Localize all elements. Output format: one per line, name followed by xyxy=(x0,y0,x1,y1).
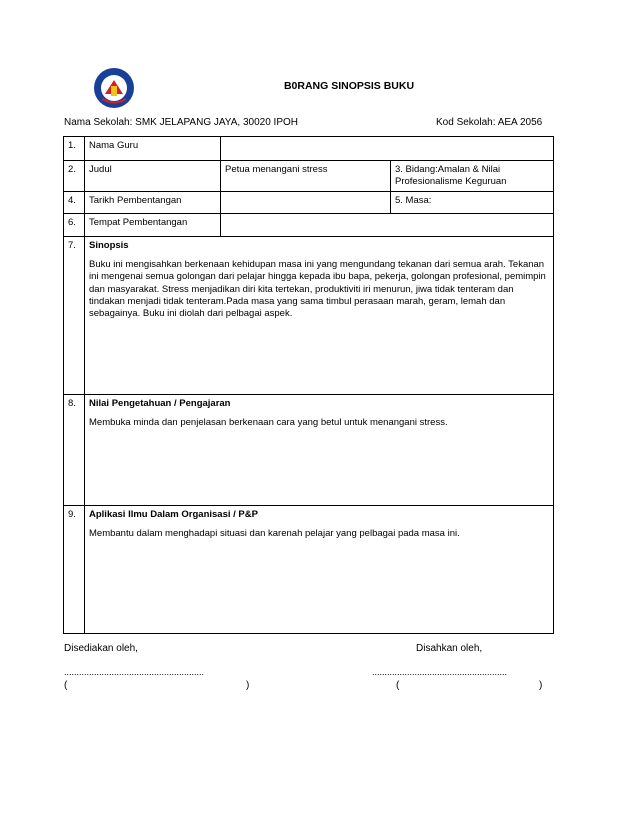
field-aplikasi[interactable] xyxy=(85,506,554,634)
approved-name-close-paren: ) xyxy=(539,680,543,691)
section-heading: Sinopsis xyxy=(89,240,129,251)
row-sinopsis xyxy=(64,237,554,395)
section-text: Buku ini mengisahkan berkenaan kehidupan masa ini yang mengundang tekanan dari semua arah. Tekanan ini mengenai semua golongan dari pelajar hingga kepada ibu bapa, pekerja, golongan profesional, pemimpin dan masyarakat. Stress menjadikan diri kita tertekan, produktiviti iri menurun, jiwa tidak tenteram dan tindakan menjadi tidak tenteram.Pada masa yang sama timbul perasaan marah, geram, lemah dan sebagainya. Buku ini diolah dari pelbagai aspek. xyxy=(89,259,546,320)
row-judul xyxy=(64,161,554,192)
row-tarikh xyxy=(64,192,554,214)
field-sinopsis[interactable] xyxy=(85,237,554,395)
approved-signature-line: ...................................................... xyxy=(372,667,508,677)
row-number: 8. xyxy=(64,395,85,506)
field-bidang[interactable]: 3. Bidang:Amalan & Nilai Profesionalisme Keguruan xyxy=(391,161,554,192)
prepared-name-open-paren: ( xyxy=(64,680,68,691)
row-number: 2. xyxy=(64,161,85,192)
field-judul[interactable]: Petua menangani stress xyxy=(221,161,391,192)
row-nilai xyxy=(64,395,554,506)
row-label: Tempat Pembentangan xyxy=(85,214,221,237)
field-nama-guru[interactable] xyxy=(221,137,554,161)
row-number: 6. xyxy=(64,214,85,237)
form-title: B0RANG SINOPSIS BUKU xyxy=(283,80,415,92)
section-text: Membuka minda dan penjelasan berkenaan cara yang betul untuk menangani stress. xyxy=(89,417,448,428)
field-tempat[interactable] xyxy=(221,214,554,237)
row-tempat xyxy=(64,214,554,237)
row-nama-guru xyxy=(64,137,554,161)
synopsis-form-table xyxy=(63,136,554,634)
section-text: Membantu dalam menghadapi situasi dan karenah pelajar yang pelbagai pada masa ini. xyxy=(89,528,460,539)
school-name: Nama Sekolah: SMK JELAPANG JAYA, 30020 IPOH xyxy=(64,117,298,128)
row-label: Judul xyxy=(85,161,221,192)
section-heading: Aplikasi Ilmu Dalam Organisasi / P&P xyxy=(89,509,258,520)
row-label: Nama Guru xyxy=(85,137,221,161)
row-number: 9. xyxy=(64,506,85,634)
section-heading: Nilai Pengetahuan / Pengajaran xyxy=(89,398,231,409)
row-number: 4. xyxy=(64,192,85,214)
prepared-by-label: Disediakan oleh, xyxy=(64,643,138,654)
school-code: Kod Sekolah: AEA 2056 xyxy=(436,117,543,128)
prepared-name-close-paren: ) xyxy=(246,680,250,691)
field-masa[interactable]: 5. Masa: xyxy=(391,192,554,214)
row-number: 1. xyxy=(64,137,85,161)
row-label: Tarikh Pembentangan xyxy=(85,192,221,214)
row-number: 7. xyxy=(64,237,85,395)
approved-by-label: Disahkan oleh, xyxy=(416,643,483,654)
field-nilai[interactable] xyxy=(85,395,554,506)
field-tarikh[interactable] xyxy=(221,192,391,214)
prepared-signature-line: ........................................................ xyxy=(64,667,205,677)
row-aplikasi xyxy=(64,506,554,634)
approved-name-open-paren: ( xyxy=(396,680,400,691)
